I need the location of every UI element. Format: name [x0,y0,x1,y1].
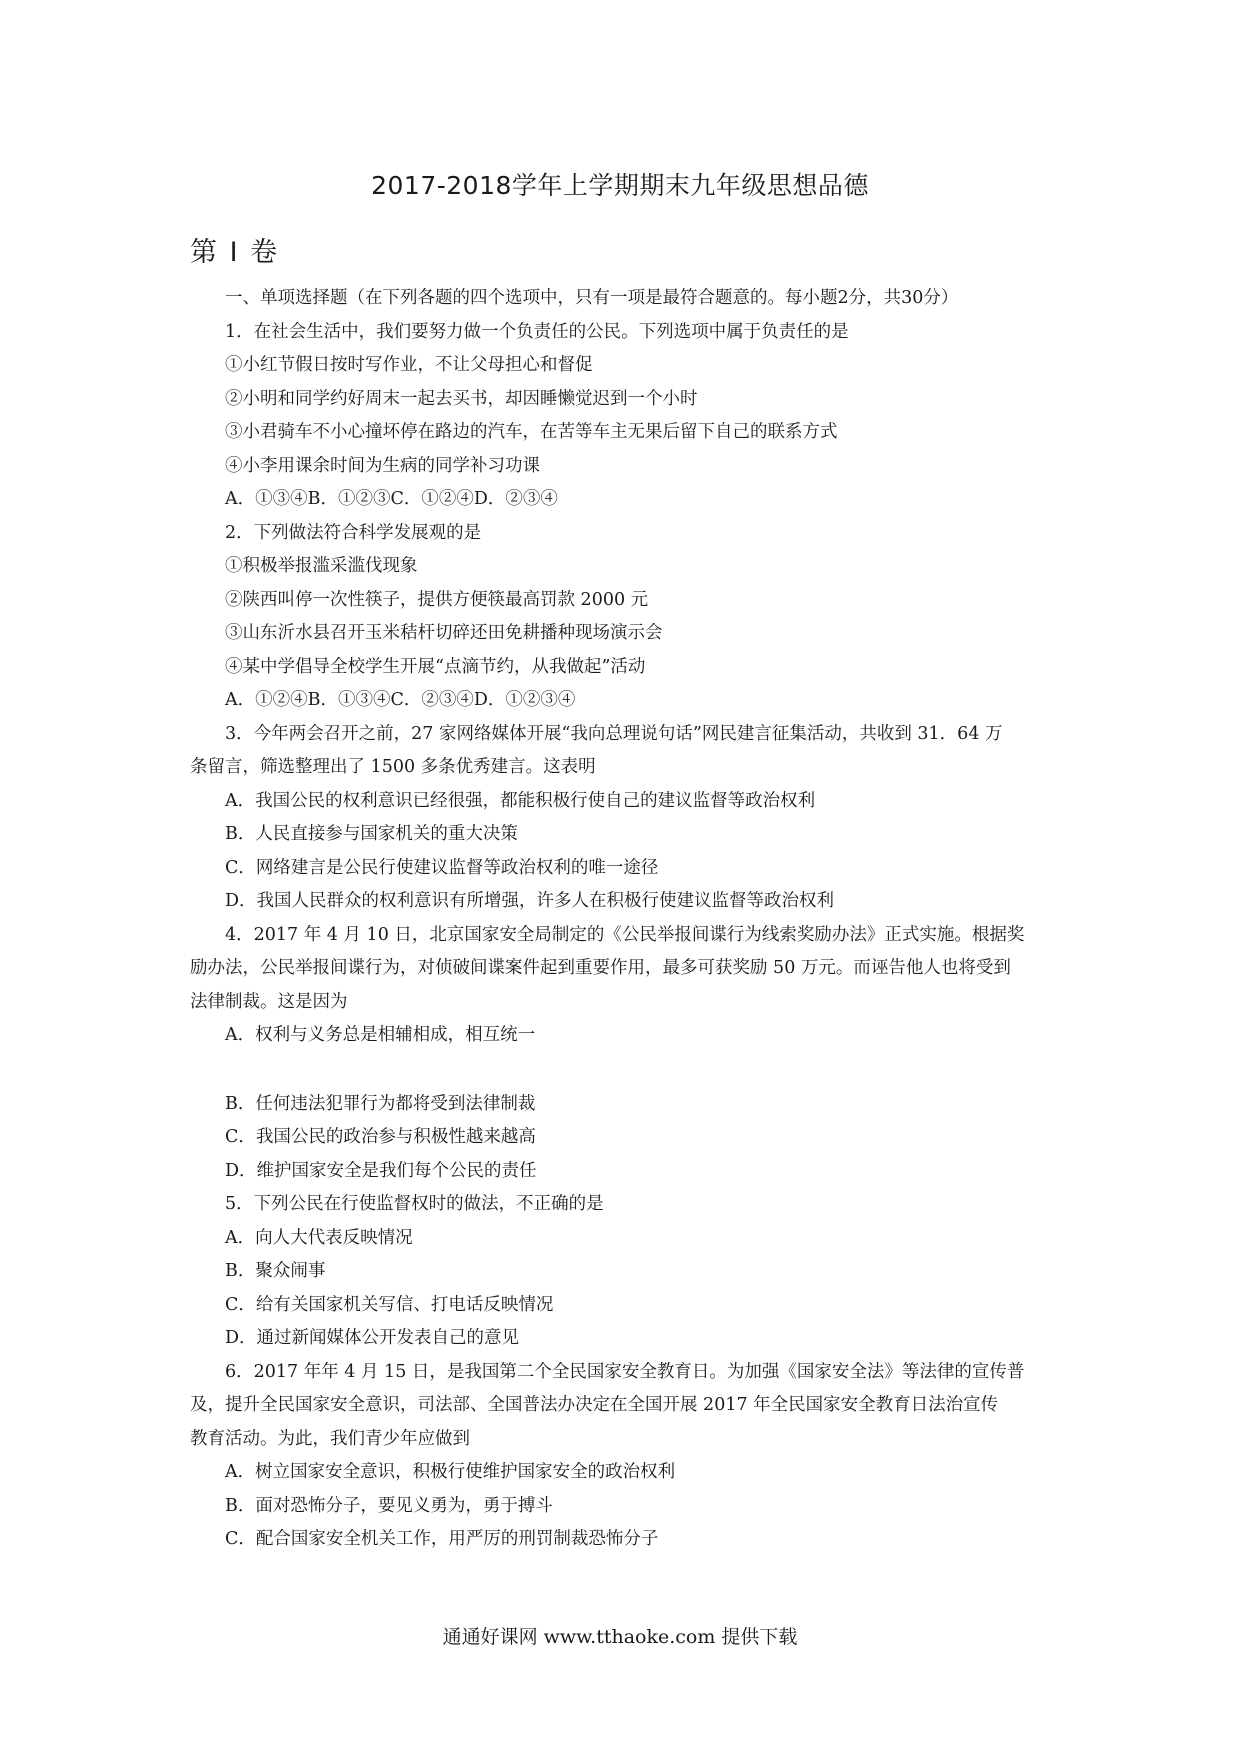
question-4-option-c: C．我国公民的政治参与积极性越来越高 [225,1127,536,1147]
question-2-stem: 2．下列做法符合科学发展观的是 [225,522,482,543]
document-title: 2017-2018学年上学期期末九年级思想品德 [371,171,869,200]
question-6-stem-line-1: 6．2017 年年 4 月 15 日，是我国第二个全民国家安全教育日。为加强《国家安全法》等法律的宣传普 [225,1361,1025,1382]
section-label: 一、单项选择题 [225,288,348,308]
question-6-option-c: C．配合国家安全机关工作，用严厉的刑罚制裁恐怖分子 [225,1529,659,1549]
question-list [190,282,1060,1557]
question-6-stem-line-3: 教育活动。为此，我们青少年应做到 [190,1428,470,1449]
question-4-stem-line-1: 4．2017 年 4 月 10 日，北京国家安全局制定的《公民举报间谍行为线索奖励办法》正式实施。根据奖 [225,924,1025,945]
question-6-option-a: A．树立国家安全意识，积极行使维护国家安全的政治权利 [225,1462,676,1482]
question-3-option-b: B．人民直接参与国家机关的重大决策 [225,824,518,844]
blank-gap [190,1053,1060,1088]
question-6-option-b: B．面对恐怖分子，要见义勇为，勇于搏斗 [225,1495,553,1516]
question-4-option-d: D．维护国家安全是我们每个公民的责任 [225,1160,537,1181]
question-5-stem: 5．下列公民在行使监督权时的做法，不正确的是 [225,1194,604,1214]
question-1-item-3: ③小君骑车不小心撞坏停在路边的汽车，在苦等车主无果后留下自己的联系方式 [225,422,838,442]
question-3-option-a: A．我国公民的权利意识已经很强，都能积极行使自己的建议监督等政治权利 [225,790,816,811]
volume-heading: 第 Ⅰ 卷 [190,237,280,268]
question-3-option-d: D．我国人民群众的权利意识有所增强，许多人在积极行使建议监督等政治权利 [225,891,835,911]
question-3-option-c: C．网络建言是公民行使建议监督等政治权利的唯一途径 [225,857,659,878]
question-1-stem: 1．在社会生活中，我们要努力做一个负责任的公民。下列选项中属于负责任的是 [225,321,849,342]
question-5-option-a: A．向人大代表反映情况 [225,1227,413,1248]
question-5-option-b: B．聚众闹事 [225,1261,326,1281]
question-2-item-1: ①积极举报滥采滥伐现象 [225,556,418,576]
section-heading [190,282,1060,316]
question-4-stem-line-3: 法律制裁。这是因为 [190,991,348,1012]
question-1-item-1: ①小红节假日按时写作业，不让父母担心和督促 [225,355,593,375]
question-4-stem-line-2: 励办法，公民举报间谍行为，对侦破间谍案件起到重要作用，最多可获奖励 50 万元。而诬告他人也将受到 [190,958,1011,978]
question-2-options: A．①②④B．①③④C．②③④D．①②③④ [225,690,576,710]
question-1-item-4: ④小李用课余时间为生病的同学补习功课 [225,455,540,476]
question-5-option-d: D．通过新闻媒体公开发表自己的意见 [225,1328,520,1348]
question-4-option-a: A．权利与义务总是相辅相成，相互统一 [225,1025,536,1045]
question-3-stem-line-2: 条留言，筛选整理出了 1500 多条优秀建言。这表明 [190,757,596,777]
question-2-item-3: ③山东沂水县召开玉米秸杆切碎还田免耕播种现场演示会 [225,623,663,643]
section-note: （在下列各题的四个选项中，只有一项是最符合题意的。每小题2分，共30分） [347,288,959,308]
question-2-item-2: ②陕西叫停一次性筷子，提供方便筷最高罚款 2000 元 [225,589,649,610]
question-1-options: A．①③④B．①②③C．①②④D．②③④ [225,489,558,509]
question-3-stem-line-1: 3．今年两会召开之前，27 家网络媒体开展“我向总理说句话”网民建言征集活动，共收到 31．64 万 [225,723,1003,744]
question-1-item-2: ②小明和同学约好周末一起去买书，却因睡懒觉迟到一个小时 [225,388,698,409]
question-2-item-4: ④某中学倡导全校学生开展“点滴节约，从我做起”活动 [225,656,646,677]
question-4-option-b: B．任何违法犯罪行为都将受到法律制裁 [225,1093,536,1114]
page-footer: 通通好课网 www.tthaoke.com 提供下载 [442,1626,798,1648]
question-5-option-c: C．给有关国家机关写信、打电话反映情况 [225,1294,554,1315]
question-6-stem-line-2: 及，提升全民国家安全意识，司法部、全国普法办决定在全国开展 2017 年全民国家安全教育日法治宣传 [190,1395,999,1415]
